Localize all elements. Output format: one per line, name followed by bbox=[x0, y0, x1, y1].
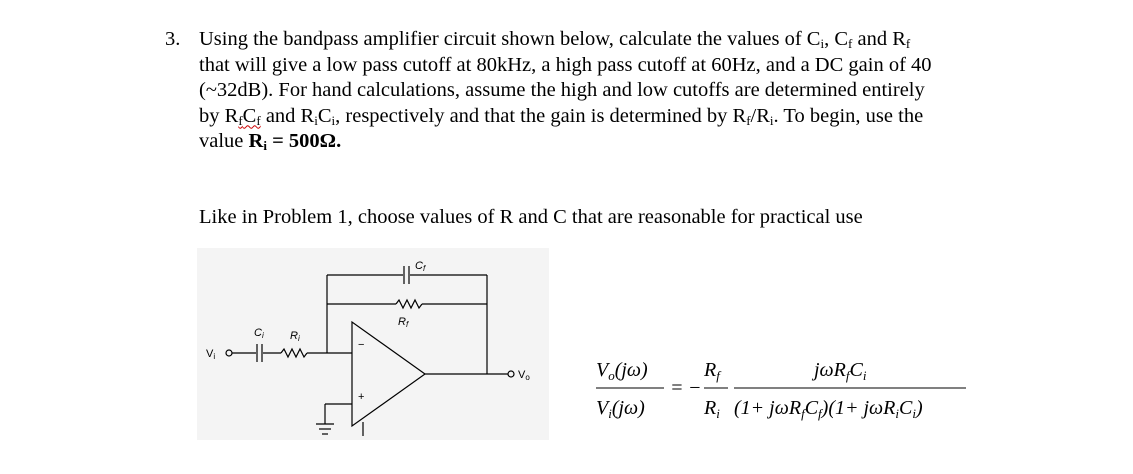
subscript: f bbox=[746, 112, 751, 128]
ri-resistor bbox=[281, 349, 307, 357]
text-segment: C bbox=[242, 104, 257, 127]
subscript: i bbox=[769, 112, 774, 128]
subscript: f bbox=[848, 36, 853, 51]
cf-capacitor bbox=[404, 266, 409, 284]
gain-denominator: $R_i$ bbox=[704, 397, 720, 421]
lhs-numerator: $V_o(j\omega)$ bbox=[596, 359, 648, 383]
instruction-text: Like in Problem 1, choose values of R and C that are reasonable for practical use bbox=[199, 206, 863, 228]
text-segment: , C bbox=[824, 28, 849, 50]
text-segment: Using the bandpass amplifier circuit shown below, calculate the values of C bbox=[199, 28, 821, 50]
transfer-function-equation bbox=[596, 348, 976, 428]
text-segment: value bbox=[199, 130, 249, 152]
problem-line-5 bbox=[199, 129, 1019, 155]
text-segment: R bbox=[248, 130, 264, 152]
gain-numerator: $R_f$ bbox=[704, 359, 720, 383]
negative-sign: − bbox=[688, 377, 702, 399]
subscript: i bbox=[263, 138, 267, 153]
problem-line-2: that will give a low pass cutoff at 80kHz, a high pass cutoff at 60Hz, and a DC gain of 40 bbox=[199, 53, 932, 76]
rf-label: Rf bbox=[398, 316, 409, 329]
ri-label: Ri bbox=[290, 330, 300, 343]
subscript: f bbox=[905, 36, 911, 51]
bandpass-amplifier-circuit bbox=[197, 248, 549, 440]
input-terminal bbox=[226, 350, 232, 356]
vo-label: Vo bbox=[518, 369, 530, 382]
problem-text bbox=[199, 27, 1019, 155]
problem-line-4 bbox=[199, 104, 1019, 130]
text-segment: /R bbox=[750, 104, 770, 127]
vi-label: Vi bbox=[206, 348, 216, 361]
lhs-denominator: $V_i(j\omega)$ bbox=[596, 397, 645, 421]
ci-capacitor bbox=[257, 344, 262, 362]
fraction-denominator: $(1+ j\omega R_fC_f)(1+ j\omega R_iC_i)$ bbox=[734, 397, 923, 421]
subscript: f bbox=[238, 112, 243, 128]
text-segment: by R bbox=[199, 104, 239, 127]
output-terminal bbox=[508, 371, 514, 377]
text-segment: C bbox=[317, 104, 332, 127]
problem-line-1 bbox=[199, 27, 1019, 53]
cf-label: Cf bbox=[415, 260, 426, 273]
text-segment: and R bbox=[260, 104, 315, 127]
text-segment: = 500Ω. bbox=[266, 130, 342, 152]
fraction-numerator: $j\omega R_fC_i$ bbox=[814, 359, 867, 383]
bold-ri-value bbox=[249, 130, 342, 152]
subscript: i bbox=[314, 112, 318, 128]
ground-icon bbox=[316, 424, 334, 434]
text-segment: . To begin, use the bbox=[773, 104, 924, 127]
subscript: i bbox=[820, 36, 825, 51]
op-amp-triangle bbox=[352, 322, 425, 426]
spellcheck-marked-text bbox=[238, 105, 260, 127]
ci-label: Ci bbox=[254, 327, 264, 340]
problem-number: 3. bbox=[165, 28, 181, 50]
minus-sign: − bbox=[358, 339, 365, 351]
problem-line-3: (~32dB). For hand calculations, assume the high and low cutoffs are determined entirely bbox=[199, 79, 925, 101]
subscript: i bbox=[331, 112, 336, 128]
rf-resistor bbox=[396, 300, 422, 308]
plus-sign: + bbox=[358, 391, 365, 403]
subscript: f bbox=[256, 112, 261, 128]
text-segment: , respectively and that the gain is determined by R bbox=[335, 104, 747, 127]
equals-sign: = bbox=[670, 377, 684, 399]
text-segment: and R bbox=[852, 28, 906, 50]
